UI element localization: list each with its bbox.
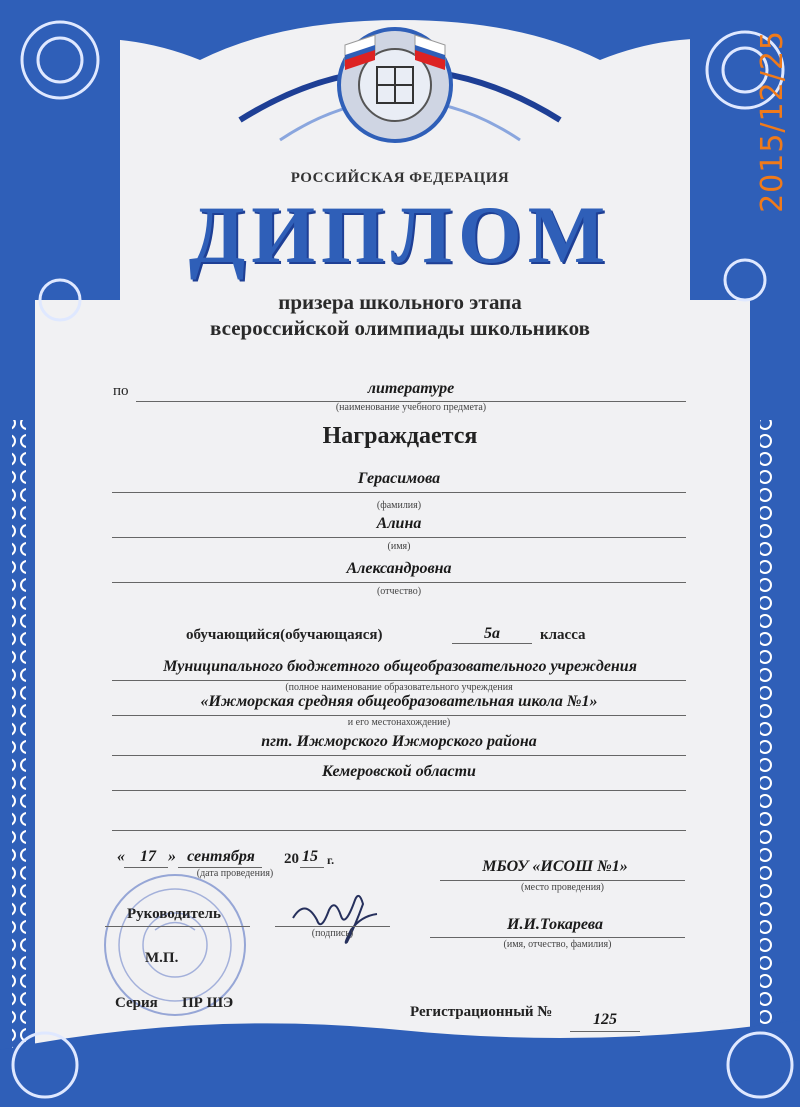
handwritten-signature (285, 880, 385, 950)
school-line-1: Муниципального бюджетного общеобразовательного учреждения (163, 658, 637, 675)
patronymic-caption: (отчество) (376, 586, 422, 597)
date-year-prefix: 20 (284, 851, 299, 867)
seal-place-label: М.П. (145, 950, 179, 966)
class-value: 5а (484, 625, 500, 642)
date-open-quote: « (117, 848, 125, 865)
date-year-end: г. (327, 853, 335, 867)
school-line-2: «Ижморская средняя общеобразовательная школа №1» (200, 693, 598, 710)
name-caption: (имя) (387, 541, 411, 552)
school-line-3: пгт. Ижморского Ижморского района (261, 733, 537, 750)
signer-role: Руководитель (127, 906, 221, 922)
date-close-quote: » (168, 848, 176, 865)
photo-date-stamp: 2015/12/25 (755, 30, 790, 213)
school-caption-1: (полное наименование образовательного учреждения (285, 682, 513, 693)
awarded-heading: Награждается (322, 423, 478, 449)
student-name: Алина (376, 515, 422, 532)
subtitle-line-1: призера школьного этапа (278, 290, 522, 314)
registration-label: Регистрационный № (410, 1004, 553, 1020)
subtitle-line-2: всероссийской олимпиады школьников (210, 316, 590, 340)
venue-value: МБОУ «ИСОШ №1» (482, 858, 628, 875)
subject-caption: (наименование учебного предмета) (335, 402, 487, 413)
class-suffix: класса (540, 627, 586, 643)
signer-name-caption: (имя, отчество, фамилия) (503, 939, 612, 950)
diploma-title: ДИПЛОМ (188, 189, 612, 280)
registration-value: 125 (593, 1011, 617, 1028)
subject-prefix: по (113, 383, 129, 399)
olympiad-emblem (335, 25, 455, 145)
date-caption: (дата проведения) (196, 868, 274, 879)
school-caption-2: и его местонахождение) (347, 717, 451, 728)
date-year-suffix: 15 (302, 848, 318, 865)
signer-name: И.И.Токарева (507, 916, 603, 933)
series-value: ПР ШЭ (182, 995, 234, 1011)
venue-caption: (место проведения) (520, 882, 604, 893)
series-label: Серия (115, 995, 158, 1011)
signature-caption: (подпись) (311, 928, 354, 939)
date-month: сентября (187, 848, 255, 865)
student-surname: Герасимова (357, 470, 441, 487)
class-prefix: обучающийся(обучающаяся) (186, 627, 383, 643)
school-line-4: Кемеровской области (322, 763, 476, 780)
date-day: 17 (140, 848, 156, 865)
student-patronymic: Александровна (346, 560, 452, 577)
country-name: РОССИЙСКАЯ ФЕДЕРАЦИЯ (290, 170, 510, 186)
surname-caption: (фамилия) (376, 500, 422, 511)
subject-value: литературе (367, 380, 455, 397)
